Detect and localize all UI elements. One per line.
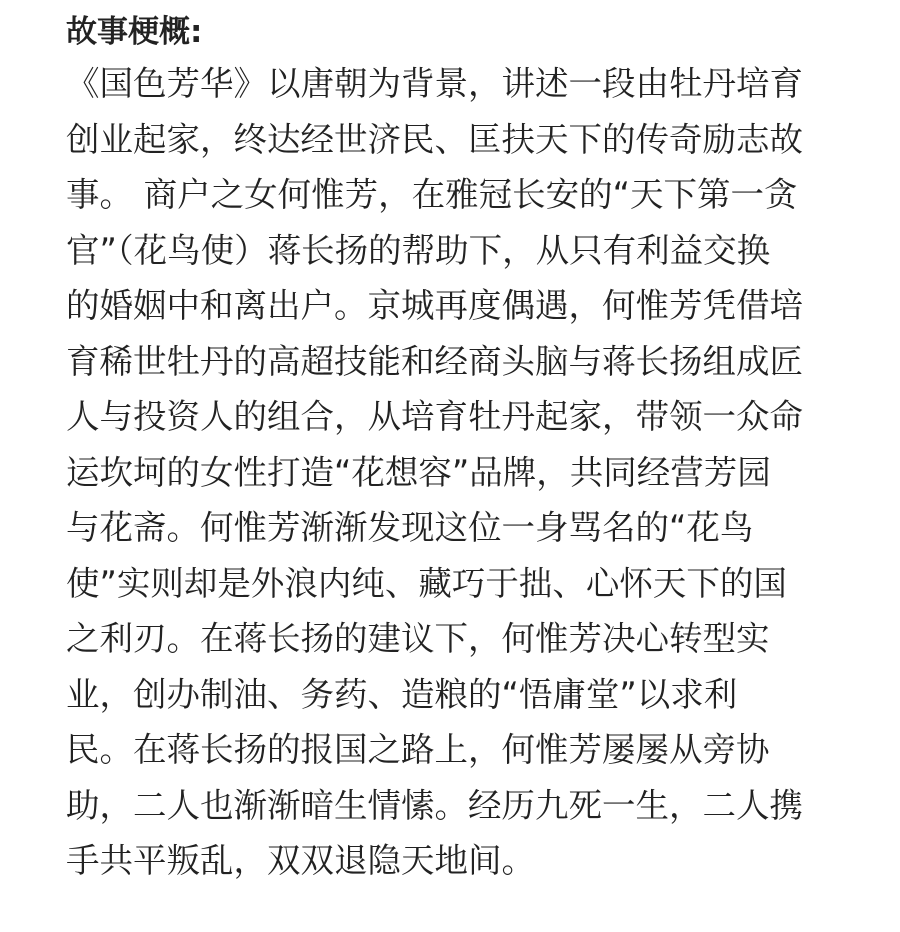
synopsis-line: 运坎坷的女性打造“花想容”品牌，共同经营芳园 <box>66 452 771 492</box>
synopsis-line: 官”（花鸟使）蒋长扬的帮助下，从只有利益交换 <box>66 230 771 270</box>
synopsis-heading: 故事梗概: <box>66 14 203 50</box>
synopsis-line: 与花斋。何惟芳渐渐发现这位一身骂名的“花鸟 <box>66 508 754 547</box>
synopsis-line: 的婚姻中和离出户。京城再度偶遇，何惟芳凭借培 <box>66 286 803 325</box>
synopsis-line: 人与投资人的组合，从培育牡丹起家，带领一众命 <box>66 397 803 436</box>
synopsis-line: 助，二人也渐渐暗生情愫。经历九死一生，二人携 <box>66 785 803 825</box>
synopsis-document <box>66 10 846 889</box>
synopsis-line: 业，创办制油、务药、造粮的“悟庸堂”以求利 <box>66 674 738 714</box>
synopsis-line: 民。在蒋长扬的报国之路上，何惟芳屡屡从旁协 <box>66 730 770 769</box>
synopsis-line: 育稀世牡丹的高超技能和经商头脑与蒋长扬组成匠 <box>66 341 803 381</box>
synopsis-line: 事。 商户之女何惟芳，在雅冠长安的“天下第一贪 <box>66 175 798 214</box>
synopsis-line: 创业起家，终达经世济民、匡扶天下的传奇励志故 <box>66 119 803 159</box>
synopsis-line: 手共平叛乱，双双退隐天地间。 <box>66 841 535 880</box>
synopsis-line: 《国色芳华》以唐朝为背景，讲述一段由牡丹培育 <box>66 64 803 103</box>
synopsis-line: 使”实则却是外浪内纯、藏巧于拙、心怀天下的国 <box>66 563 787 603</box>
synopsis-line: 之利刃。在蒋长扬的建议下，何惟芳决心转型实 <box>66 619 770 658</box>
